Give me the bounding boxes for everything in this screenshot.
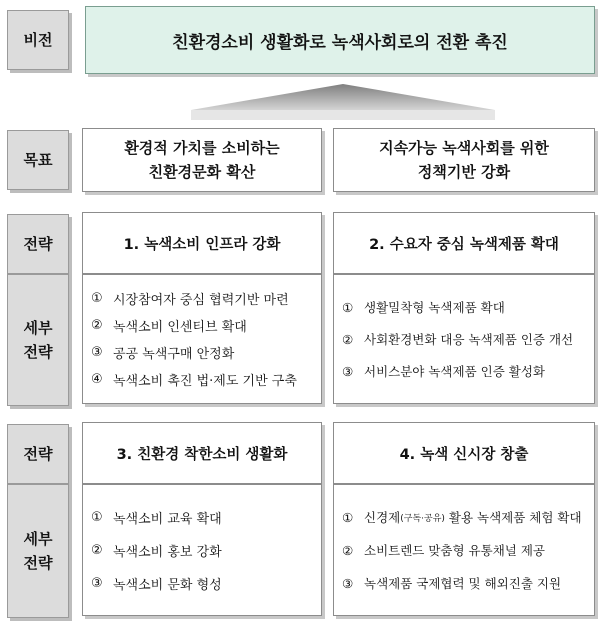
- list-item: ② 소비트렌드 맞춤형 유통채널 제공: [342, 542, 545, 558]
- vision-text: 친환경소비 생활화로 녹색사회로의 전환 촉진: [172, 32, 508, 53]
- strategy-label-2: 전략: [7, 424, 69, 484]
- arrow-head: [191, 84, 495, 110]
- strategy-1-title: 1. 녹색소비 인프라 강화: [82, 212, 322, 274]
- strategy-4-title: 4. 녹색 신시장 창출: [333, 422, 595, 484]
- list-item: ① 생활밀착형 녹색제품 확대: [342, 299, 505, 315]
- detail-label-1: 세부 전략: [7, 274, 69, 406]
- list-item: ③ 공공 녹색구매 안정화: [91, 345, 235, 362]
- goal-2-line-2: 정책기반 강화: [417, 163, 511, 181]
- goal-2-line-1: 지속가능 녹색사회를 위한: [379, 139, 549, 157]
- strategy-2-details: [333, 274, 595, 404]
- vision-box: [85, 6, 595, 74]
- strategy-3-details: [82, 484, 322, 616]
- goal-box-2: [333, 128, 595, 192]
- arrow-base: [191, 110, 495, 120]
- goal-1-line-2: 친환경문화 확산: [148, 163, 256, 181]
- list-item: ② 녹색소비 홍보 강화: [91, 542, 222, 560]
- goal-box-1: [82, 128, 322, 192]
- vision-label: 비전: [7, 10, 69, 70]
- list-item: ③ 서비스분야 녹색제품 인증 활성화: [342, 363, 545, 379]
- list-item: ③ 녹색제품 국제협력 및 해외진출 지원: [342, 575, 562, 591]
- strategy-2-title: 2. 수요자 중심 녹색제품 확대: [333, 212, 595, 274]
- strategy-4-details: [333, 484, 595, 616]
- detail-label-2: 세부 전략: [7, 484, 69, 618]
- goal-1-line-1: 환경적 가치를 소비하는: [124, 139, 280, 157]
- goal-label: 목표: [7, 130, 69, 190]
- strategy-label-1: 전략: [7, 214, 69, 274]
- strategy-1-details: [82, 274, 322, 404]
- strategy-3-title: 3. 친환경 착한소비 생활화: [82, 422, 322, 484]
- list-item: ② 녹색소비 인센티브 확대: [91, 318, 247, 335]
- list-item: ④ 녹색소비 촉진 법·제도 기반 구축: [91, 372, 297, 389]
- list-item: ① 녹색소비 교육 확대: [91, 509, 222, 527]
- list-item: ① 신경제 (구독·공유) 활용 녹색제품 체험 확대: [342, 509, 582, 525]
- list-item: ① 시장참여자 중심 협력기반 마련: [91, 291, 289, 308]
- list-item: ③ 녹색소비 문화 형성: [91, 575, 222, 593]
- list-item: ② 사회환경변화 대응 녹색제품 인증 개선: [342, 331, 574, 347]
